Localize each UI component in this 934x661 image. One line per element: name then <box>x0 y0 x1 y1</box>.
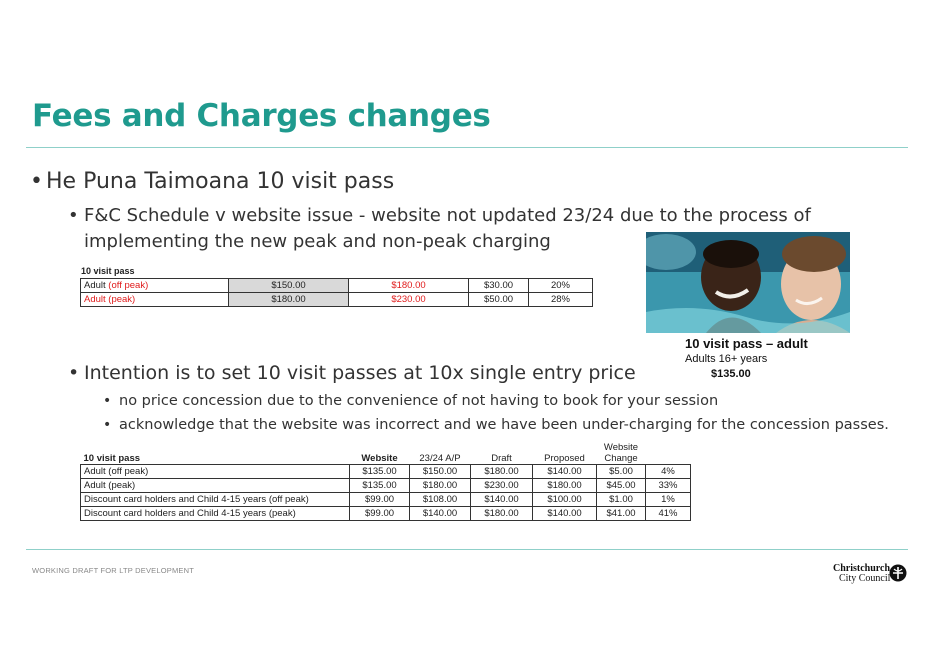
bullet-text: no price concession due to the convenience of not having to book for your session <box>119 393 719 409</box>
bullet-level3 <box>103 393 718 409</box>
bullet-text: acknowledge that the website was incorrect and we have been under-charging for the concession passes. <box>119 417 889 433</box>
bullet-dot: • <box>103 393 112 409</box>
label-highlight: Adult (peak) <box>84 294 136 305</box>
logo-line2: City Council <box>839 573 891 584</box>
header-pct <box>646 442 691 465</box>
table-cell: $100.00 <box>533 493 597 507</box>
header-proposed: Proposed <box>544 453 585 464</box>
table-cell: $5.00 <box>597 465 646 479</box>
table-cell: $30.00 <box>469 279 529 293</box>
table-cell: $50.00 <box>469 293 529 307</box>
table-cell: 41% <box>646 507 691 521</box>
label-highlight: (off peak) <box>108 280 149 291</box>
header-change-line2: Change <box>604 453 638 464</box>
title-divider <box>26 147 908 148</box>
header-ap: 23/24 A/P <box>419 453 461 464</box>
bullet-dot: • <box>103 417 112 433</box>
bullet-dot: • <box>68 205 79 226</box>
table2 <box>80 442 691 521</box>
bullet-dot: • <box>68 362 80 384</box>
table-cell-label <box>81 279 229 293</box>
bullet-dot: • <box>30 169 43 194</box>
table-row <box>81 279 593 293</box>
header-draft: Draft <box>491 453 512 464</box>
table-cell: $140.00 <box>533 507 597 521</box>
table-cell-label: Adult (off peak) <box>81 465 350 479</box>
bullet-level1 <box>30 169 394 194</box>
table-cell: $180.00 <box>229 293 349 307</box>
table-cell: 28% <box>529 293 593 307</box>
bullet-text: He Puna Taimoana 10 visit pass <box>46 169 395 194</box>
council-logo-text <box>833 564 890 584</box>
table-cell: 20% <box>529 279 593 293</box>
footer-divider <box>26 549 908 550</box>
label-text: Adult <box>84 280 109 291</box>
photo-caption-subtitle: Adults 16+ years <box>685 353 768 365</box>
header-website: Website <box>361 453 398 464</box>
table-cell-label: Discount card holders and Child 4-15 years (off peak) <box>81 493 350 507</box>
table-cell: $135.00 <box>350 465 410 479</box>
slide-title: Fees and Charges changes <box>32 98 491 134</box>
header-change <box>597 442 646 465</box>
table-cell: $108.00 <box>410 493 471 507</box>
table-cell: $45.00 <box>597 479 646 493</box>
table-cell: $135.00 <box>350 479 410 493</box>
table-cell: $140.00 <box>533 465 597 479</box>
swimmers-illustration <box>646 232 850 333</box>
table1-title: 10 visit pass <box>81 266 135 276</box>
table-cell: $180.00 <box>533 479 597 493</box>
table-row <box>81 507 691 521</box>
table-cell-label: Adult (peak) <box>81 479 350 493</box>
photo-caption-title: 10 visit pass – adult <box>685 336 808 351</box>
footer-text: WORKING DRAFT FOR LTP DEVELOPMENT <box>32 566 195 575</box>
table-row <box>81 493 691 507</box>
table-cell: $140.00 <box>471 493 533 507</box>
bullet-level2 <box>68 362 636 384</box>
swimmers-photo <box>646 232 850 333</box>
table-cell: $180.00 <box>410 479 471 493</box>
bullet-text: Intention is to set 10 visit passes at 10x single entry price <box>84 362 636 384</box>
bullet-text: F&C Schedule v website issue - website not updated 23/24 due to the process of <box>84 205 811 226</box>
bullet-text-continued: implementing the new peak and non-peak charging <box>84 231 551 252</box>
table-cell: $99.00 <box>350 507 410 521</box>
table-header-row <box>81 442 691 465</box>
table-cell: $230.00 <box>471 479 533 493</box>
table1 <box>80 278 593 307</box>
header-label: 10 visit pass <box>83 453 141 464</box>
logo-line1: Christchurch <box>833 563 891 574</box>
table-row <box>81 465 691 479</box>
council-logo-icon <box>889 564 907 582</box>
table-cell: $230.00 <box>349 293 469 307</box>
table-cell: $180.00 <box>471 465 533 479</box>
table-cell: 4% <box>646 465 691 479</box>
photo-caption-price: $135.00 <box>711 368 751 380</box>
table-cell: $180.00 <box>349 279 469 293</box>
table-cell: $99.00 <box>350 493 410 507</box>
table-cell: 33% <box>646 479 691 493</box>
table-cell: $1.00 <box>597 493 646 507</box>
bullet-level3 <box>103 417 889 433</box>
table-cell: $150.00 <box>410 465 471 479</box>
header-change-line1: Website <box>603 442 639 453</box>
table-row <box>81 479 691 493</box>
table-row <box>81 293 593 307</box>
table-cell: $150.00 <box>229 279 349 293</box>
table-cell-label: Discount card holders and Child 4-15 years (peak) <box>81 507 350 521</box>
table-cell-label <box>81 293 229 307</box>
table-cell: $41.00 <box>597 507 646 521</box>
table-cell: $180.00 <box>471 507 533 521</box>
table-cell: $140.00 <box>410 507 471 521</box>
table-cell: 1% <box>646 493 691 507</box>
